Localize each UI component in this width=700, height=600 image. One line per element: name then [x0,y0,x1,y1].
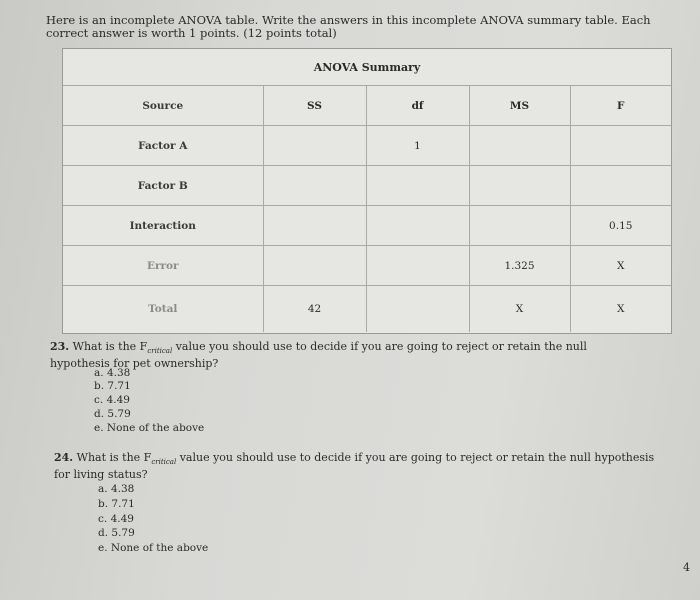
cell-ss[interactable] [263,246,366,286]
anova-grid [63,85,671,332]
cell-ms[interactable] [469,126,570,166]
cell-f[interactable]: X [570,246,671,286]
option-24-a[interactable]: a. 4.38 [98,483,135,495]
option-23-d[interactable]: d. 5.79 [94,408,131,420]
cell-ss[interactable] [263,206,366,246]
option-24-e[interactable]: e. None of the above [98,542,209,554]
cell-ms[interactable]: 1.325 [469,246,570,286]
cell-ss[interactable] [263,126,366,166]
header-ms: MS [469,86,570,126]
question-text-before: What is the F [76,451,152,464]
question-subscript: critical [151,458,177,467]
header-f: F [570,86,671,126]
table-row [63,166,671,206]
option-23-b[interactable]: b. 7.71 [94,380,131,392]
cell-ms[interactable] [469,166,570,206]
row-source: Factor A [63,126,263,166]
question-text-after: value you should use to decide if you are going to reject or retain the null hypothesis for living status? [54,451,655,481]
table-row [63,246,671,286]
row-source: Interaction [63,206,263,246]
cell-df[interactable]: 1 [366,126,469,166]
cell-ms[interactable]: X [469,286,570,333]
header-ss: SS [263,86,366,126]
question-subscript: critical [147,347,173,356]
row-source: Factor B [63,166,263,206]
question-number: 24. [54,451,74,464]
cell-ss[interactable] [263,166,366,206]
cell-df[interactable] [366,166,469,206]
cell-df[interactable] [366,206,469,246]
cell-f[interactable]: X [570,286,671,333]
anova-table [62,48,672,334]
table-row [63,206,671,246]
header-row [63,86,671,126]
cell-ss[interactable]: 42 [263,286,366,333]
cell-f[interactable] [570,166,671,206]
cell-ms[interactable] [469,206,570,246]
cell-df[interactable] [366,246,469,286]
option-24-c[interactable]: c. 4.49 [98,513,134,525]
cell-f[interactable] [570,126,671,166]
header-df: df [366,86,469,126]
question-number: 23. [50,340,70,353]
instructions-text: Here is an incomplete ANOVA table. Write the answers in this incomplete ANOVA summary table. Each correct answer is worth 1 points. (12 points total) [46,13,651,40]
row-source: Error [63,246,263,286]
table-row [63,126,671,166]
header-source: Source [63,86,263,126]
row-source: Total [63,286,263,333]
question-text-before: What is the F [72,340,148,353]
question-23 [50,341,650,370]
cell-df[interactable] [366,286,469,333]
option-23-c[interactable]: c. 4.49 [94,394,130,406]
cell-f[interactable]: 0.15 [570,206,671,246]
question-text-after: value you should use to decide if you are going to reject or retain the null hypothesis for pet ownership? [50,340,587,370]
table-row [63,286,671,333]
page-number: 4 [683,561,690,574]
option-23-e[interactable]: e. None of the above [94,422,205,434]
table-title: ANOVA Summary [313,61,421,74]
option-24-d[interactable]: d. 5.79 [98,527,135,539]
question-24 [54,452,664,481]
option-24-b[interactable]: b. 7.71 [98,498,135,510]
option-23-a[interactable]: a. 4.38 [94,367,131,379]
